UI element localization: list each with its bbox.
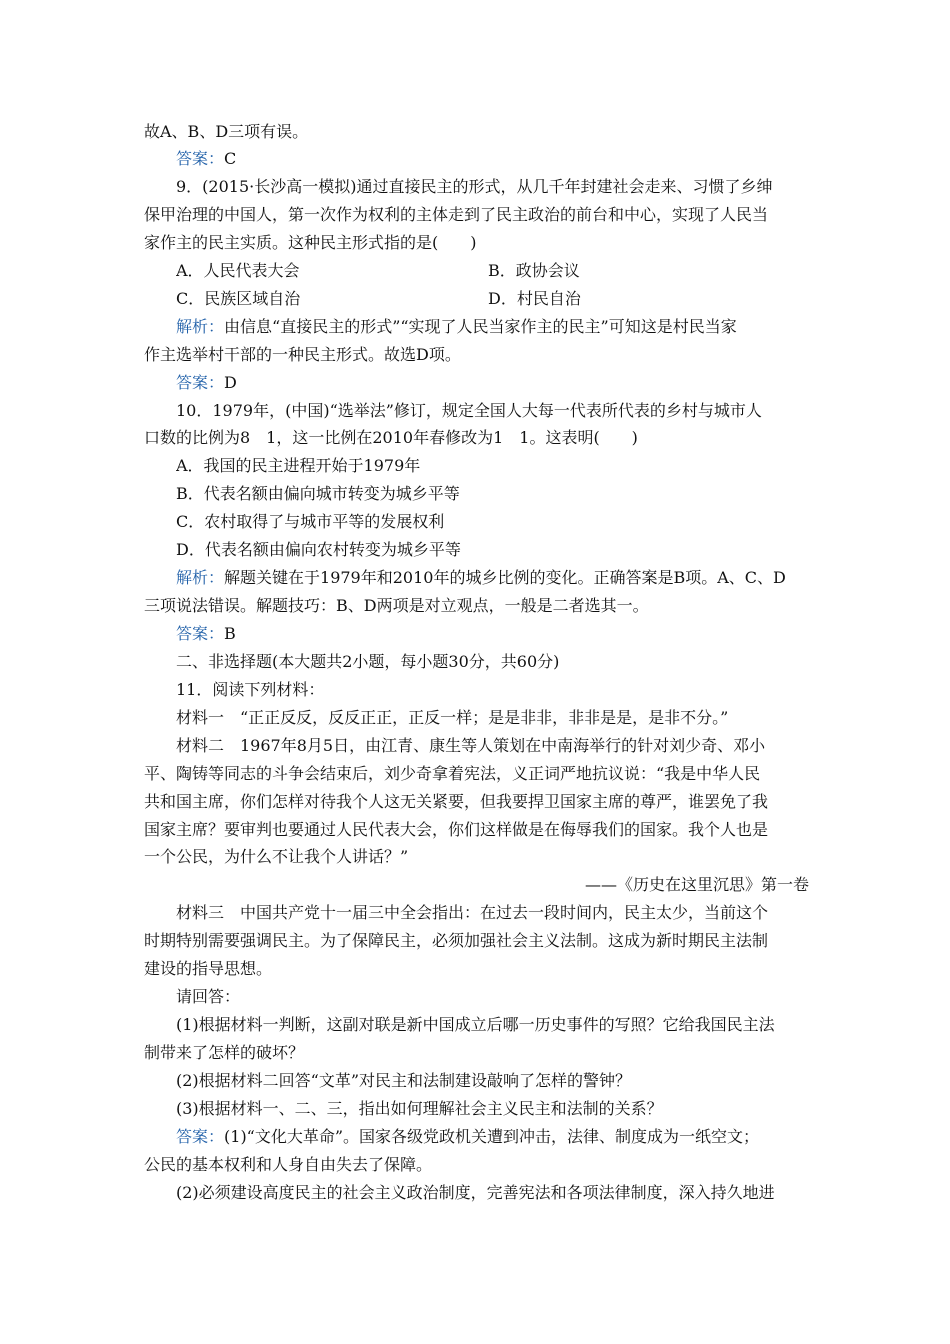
answer-label: 答案：	[176, 373, 225, 392]
answer-value: B	[224, 624, 236, 643]
text-line: 保甲治理的中国人，第一次作为权利的主体走到了民主政治的前台和中心，实现了人民当	[144, 205, 769, 224]
text-line: 制带来了怎样的破坏？	[144, 1043, 305, 1062]
text-line: 故A、B、D三项有误。	[144, 122, 309, 141]
subquestion-2: (2)根据材料二回答“文革”对民主和法制建设敲响了怎样的警钟？	[176, 1071, 632, 1090]
answer-line	[176, 372, 809, 394]
text-line: (2)必须建设高度民主的社会主义政治制度，完善宪法和各项法律制度，深入持久地进	[176, 1183, 775, 1202]
option-d: D．村民自治	[488, 289, 581, 308]
answer-value: C	[224, 149, 237, 168]
question-11: 11．阅读下列材料：	[176, 680, 325, 699]
question-9: 9．(2015·长沙高一模拟)通过直接民主的形式，从几千年封建社会走来、习惯了乡绅	[176, 177, 773, 196]
answer-value: D	[224, 373, 237, 392]
section-heading: 二、非选择题(本大题共2小题，每小题30分，共60分)	[176, 652, 560, 671]
text-line: 国家主席？要审判也要通过人民代表大会，你们这样做是在侮辱我们的国家。我个人也是	[144, 820, 769, 839]
option-a: A．我国的民主进程开始于1979年	[176, 456, 421, 475]
text-line: 三项说法错误。解题技巧：B、D两项是对立观点，一般是二者选其一。	[144, 596, 649, 615]
option-c: C．民族区域自治	[176, 289, 301, 308]
analysis-label: 解析：	[176, 317, 225, 336]
answer-line	[176, 623, 809, 645]
text-line: 一个公民，为什么不让我个人讲话？”	[144, 847, 409, 866]
analysis-line	[176, 316, 809, 338]
prompt-line: 请回答：	[176, 987, 241, 1006]
text-line: 时期特别需要强调民主。为了保障民主，必须加强社会主义法制。这成为新时期民主法制	[144, 931, 769, 950]
option-row	[176, 260, 809, 282]
text-line: 家作主的民主实质。这种民主形式指的是( )	[144, 233, 477, 252]
option-row	[176, 288, 809, 310]
text-line: 共和国主席，你们怎样对待我个人这无关紧要，但我要捍卫国家主席的尊严，谁罢免了我	[144, 792, 769, 811]
subquestion-3: (3)根据材料一、二、三，指出如何理解社会主义民主和法制的关系？	[176, 1099, 663, 1118]
citation: ——《历史在这里沉思》第一卷	[584, 875, 809, 894]
material-2: 材料二 1967年8月5日，由江青、康生等人策划在中南海举行的针对刘少奇、邓小	[176, 736, 766, 755]
answer-label: 答案：	[176, 1127, 225, 1146]
question-10: 10．1979年，(中国)“选举法”修订，规定全国人大每一代表所代表的乡村与城市人	[176, 401, 762, 420]
text-line: 口数的比例为8 1，这一比例在2010年春修改为1 1。这表明( )	[144, 428, 638, 447]
text-line: 作主选举村干部的一种民主形式。故选D项。	[144, 345, 461, 364]
answer-text: (1)“文化大革命”。国家各级党政机关遭到冲击，法律、制度成为一纸空文；	[224, 1127, 760, 1146]
answer-label: 答案：	[176, 149, 225, 168]
analysis-label: 解析：	[176, 568, 225, 587]
text-line: 平、陶铸等同志的斗争会结束后，刘少奇拿着宪法，义正词严地抗议说：“我是中华人民	[144, 764, 761, 783]
text-line: 建设的指导思想。	[144, 959, 273, 978]
analysis-line	[176, 567, 809, 589]
analysis-text: 解题关键在于1979年和2010年的城乡比例的变化。正确答案是B项。A、C、D	[224, 568, 786, 587]
option-b: B．代表名额由偏向城市转变为城乡平等	[176, 484, 460, 503]
analysis-text: 由信息“直接民主的形式”“实现了人民当家作主的民主”可知这是村民当家	[224, 317, 737, 336]
answer-line	[176, 148, 809, 170]
subquestion-1: (1)根据材料一判断，这副对联是新中国成立后哪一历史事件的写照？它给我国民主法	[176, 1015, 775, 1034]
option-a: A．人民代表大会	[176, 261, 300, 280]
text-line: 公民的基本权利和人身自由失去了保障。	[144, 1155, 433, 1174]
option-d: D．代表名额由偏向农村转变为城乡平等	[176, 540, 461, 559]
option-c: C．农村取得了与城市平等的发展权利	[176, 512, 445, 531]
answer-label: 答案：	[176, 624, 225, 643]
material-1: 材料一 “正正反反，反反正正，正反一样；是是非非，非非是是，是非不分。”	[176, 708, 729, 727]
answer-line	[176, 1126, 809, 1148]
option-b: B．政协会议	[488, 261, 580, 280]
material-3: 材料三 中国共产党十一届三中全会指出：在过去一段时间内，民主太少，当前这个	[176, 903, 769, 922]
